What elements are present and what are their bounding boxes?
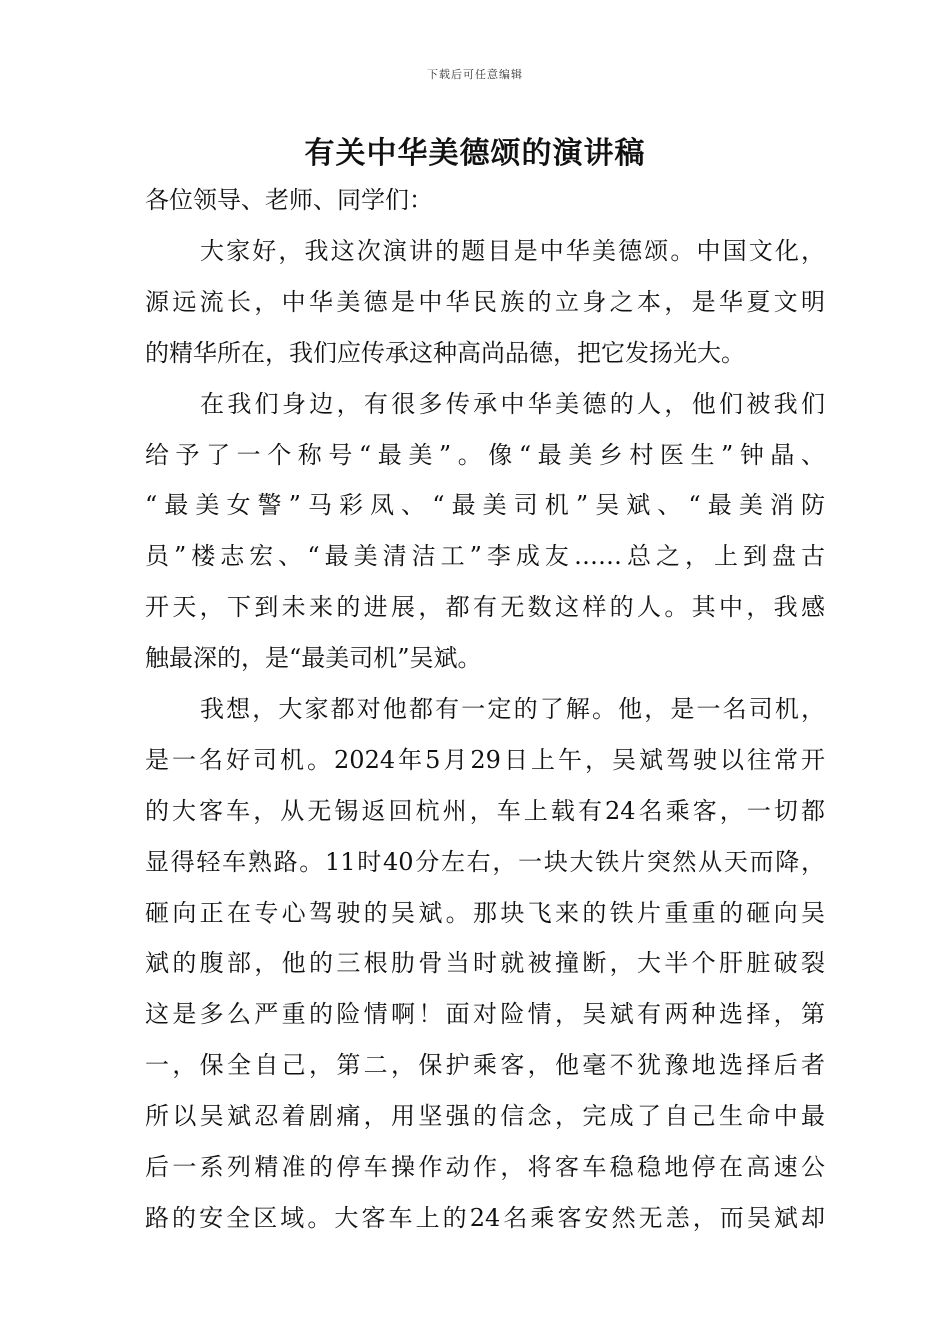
text-line: 的大客车，从无锡返回杭州，车上载有24名乘客，一切都 bbox=[145, 796, 825, 825]
document-title: 有关中华美德颂的演讲稿 bbox=[304, 136, 646, 171]
text-line: 大家好，我这次演讲的题目是中华美德颂。中国文化， bbox=[200, 237, 825, 265]
text-line: 源远流长，中华美德是中华民族的立身之本，是华夏文明 bbox=[145, 287, 825, 316]
text-line: 后一系列精准的停车操作动作，将客车稳稳地停在高速公 bbox=[145, 1153, 825, 1182]
text-line: 的精华所在，我们应传承这种高尚品德，把它发扬光大。 bbox=[145, 338, 745, 367]
text-line: 这是多么严重的险情啊！面对险情，吴斌有两种选择，第 bbox=[145, 1000, 825, 1029]
text-line: 员”楼志宏、“最美清洁工”李成友……总之，上到盘古 bbox=[145, 542, 825, 571]
text-line: 一，保全自己，第二，保护乘客，他毫不犹豫地选择后者 bbox=[145, 1051, 825, 1080]
text-line: 所以吴斌忍着剧痛，用坚强的信念，完成了自己生命中最 bbox=[145, 1102, 825, 1131]
text-line: 开天，下到未来的进展，都有无数这样的人。其中，我感 bbox=[145, 593, 825, 622]
text-line: “最美女警”马彩凤、“最美司机”吴斌、“最美消防 bbox=[145, 491, 825, 520]
text-line: 路的安全区域。大客车上的24名乘客安然无恙，而吴斌却 bbox=[145, 1203, 825, 1232]
header-note: 下载后可任意编辑 bbox=[427, 68, 523, 81]
speech-body bbox=[145, 181, 825, 1250]
text-line: 在我们身边，有很多传承中华美德的人，他们被我们 bbox=[200, 389, 825, 418]
paragraph-lines bbox=[145, 232, 825, 1250]
text-line: 显得轻车熟路。11时40分左右，一块大铁片突然从天而降， bbox=[145, 847, 825, 876]
text-line: 我想，大家都对他都有一定的了解。他，是一名司机， bbox=[200, 695, 825, 724]
greeting-line: 各位领导、老师、同学们： bbox=[145, 186, 433, 214]
text-line: 斌的腹部，他的三根肋骨当时就被撞断，大半个肝脏破裂 bbox=[145, 949, 825, 978]
text-line: 是一名好司机。2024年5月29日上午，吴斌驾驶以往常开 bbox=[145, 745, 825, 774]
text-line: 给予了一个称号“最美”。像“最美乡村医生”钟晶、 bbox=[145, 440, 825, 469]
text-line: 触最深的，是“最美司机”吴斌。 bbox=[145, 644, 482, 673]
text-line: 砸向正在专心驾驶的吴斌。那块飞来的铁片重重的砸向吴 bbox=[145, 898, 825, 927]
